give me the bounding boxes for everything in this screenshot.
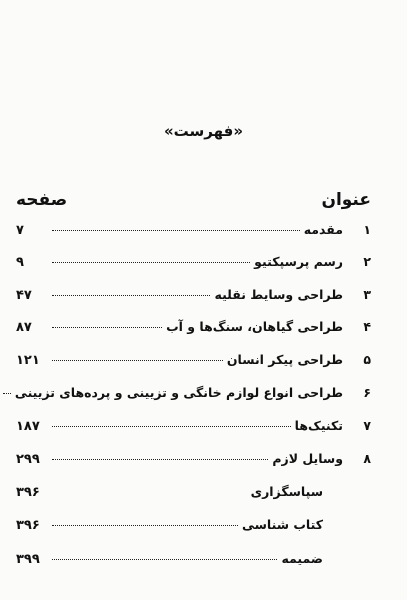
dot-leader: [52, 525, 238, 526]
toc-entry[interactable]: [16, 254, 371, 276]
entry-title: طراحی پیکر انسان: [226, 352, 343, 367]
dot-leader: [52, 295, 210, 296]
dot-leader: [52, 360, 223, 361]
entry-page-number: ۸۷: [16, 320, 32, 335]
dot-leader: [52, 426, 291, 427]
dot-leader: [52, 327, 162, 328]
toc-entry[interactable]: [16, 385, 371, 407]
entry-number: ۴: [363, 319, 371, 334]
entry-title: سپاسگزاری: [250, 484, 323, 499]
dot-leader: [3, 393, 11, 394]
toc-entry[interactable]: [16, 451, 371, 473]
toc-entry[interactable]: [16, 418, 371, 440]
dot-leader: [52, 230, 300, 231]
entry-title: کتاب شناسی: [241, 517, 323, 532]
toc-entry[interactable]: [16, 352, 371, 374]
entry-page-number: ۷: [16, 223, 24, 238]
title-column-header: عنوان: [321, 190, 371, 210]
entry-page-number: ۱۲۱: [16, 353, 40, 368]
entry-page-number: ۳۹۶: [16, 485, 40, 500]
entry-number: ۵: [363, 352, 371, 367]
entry-number: ۲: [363, 254, 371, 269]
entry-number: ۱: [363, 222, 371, 237]
toc-entry[interactable]: [16, 222, 371, 244]
dot-leader: [52, 262, 250, 263]
toc-entry[interactable]: [16, 319, 371, 341]
entry-title: مقدمه: [303, 222, 343, 237]
toc-entry[interactable]: [16, 551, 371, 573]
entry-title: تکنیک‌ها: [294, 418, 343, 433]
entry-number: ۸: [363, 451, 371, 466]
entry-title: طراحی وسایط نقلیه: [214, 287, 343, 302]
entry-number: ۶: [363, 385, 371, 400]
entry-title: طراحی انواع لوازم خانگی و تزیینی و پرده‌های تزیینی: [14, 385, 343, 400]
page-title: «فهرست»: [163, 122, 244, 140]
toc-entry[interactable]: [16, 517, 371, 539]
entry-page-number: ۴۷: [16, 288, 32, 303]
entry-page-number: ۲۹۹: [16, 452, 40, 467]
entry-title: رسم پرسپکتیو: [254, 254, 343, 269]
entry-title: وسایل لازم: [272, 451, 343, 466]
dot-leader: [52, 559, 277, 560]
entry-page-number: ۳۹۹: [16, 552, 40, 567]
entry-title: ضمیمه: [281, 551, 323, 566]
toc-entry[interactable]: [16, 287, 371, 309]
toc-entry[interactable]: [16, 484, 371, 506]
entry-page-number: ۱۸۷: [16, 419, 40, 434]
dot-leader: [52, 492, 247, 493]
entry-page-number: ۳۹۶: [16, 518, 40, 533]
entry-number: ۳: [363, 287, 371, 302]
entry-number: ۷: [363, 418, 371, 433]
dot-leader: [52, 459, 268, 460]
entry-page-number: ۹: [16, 255, 24, 270]
page-column-header: صفحه: [16, 190, 68, 210]
entry-title: طراحی گیاهان، سنگ‌ها و آب: [166, 319, 343, 334]
